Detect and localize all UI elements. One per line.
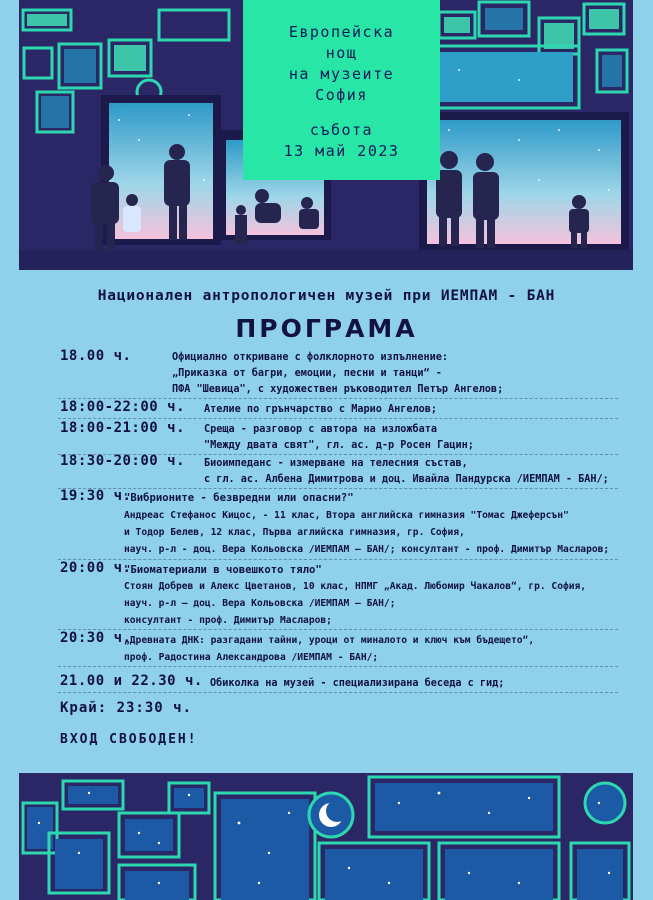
title-line-3: на музеите bbox=[288, 65, 395, 83]
night-sky-frames-illustration bbox=[19, 773, 633, 900]
museum-name: Национален антропологичен музей при ИЕМПАМ - БАН bbox=[97, 288, 556, 304]
event-desc-line: Среща - разговор с автора на изложбата bbox=[204, 424, 438, 435]
event-time: 19:30 ч. bbox=[60, 488, 132, 504]
end-time: Край: 23:30 ч. bbox=[60, 700, 193, 716]
event-time: 18:30-20:00 ч. bbox=[60, 453, 186, 469]
event-desc-line: и Тодор Белев, 12 клас, Първа аглийска гимназия, гр. София, bbox=[124, 527, 465, 538]
event-desc-line: "Биоматериали в човешкото тяло" bbox=[124, 564, 322, 576]
event-desc-line: „Приказка от багри, емоции, песни и танци“ - bbox=[172, 368, 442, 379]
event-desc-line: Официално откриване с фолклорното изпълнение: bbox=[172, 352, 449, 363]
title-day: събота bbox=[309, 121, 374, 139]
title-line-1: Европейска bbox=[288, 23, 395, 41]
free-entry-notice: ВХОД СВОБОДЕН! bbox=[60, 732, 198, 747]
event-time: 21.00 и 22.30 ч. bbox=[60, 673, 203, 689]
event-title-box bbox=[243, 0, 440, 180]
title-line-2: нощ bbox=[325, 44, 358, 62]
divider bbox=[58, 418, 618, 419]
event-desc-line: науч. р-л – доц. Вера Кольовска /ИЕМПАМ – БАН/; bbox=[124, 598, 396, 609]
event-time: 18.00 ч. bbox=[60, 348, 132, 364]
event-desc-line: Ателие по грънчарство с Марио Ангелов; bbox=[204, 404, 438, 415]
event-desc-line: "Вибрионите - безвредни или опасни?" bbox=[124, 492, 354, 504]
event-desc-line: „Древната ДНК: разгадани тайни, уроци от миналото и ключ към бъдещето“, bbox=[124, 635, 535, 646]
event-time: 18:00-22:00 ч. bbox=[60, 399, 186, 415]
header-illustration bbox=[19, 0, 633, 270]
divider bbox=[58, 629, 618, 630]
event-desc-line: Андреас Стефанос Кицос, - 11 клас, Втора английска гимназия "Томас Джеферсън" bbox=[124, 510, 569, 521]
divider bbox=[58, 692, 618, 693]
event-time: 20:00 ч. bbox=[60, 560, 132, 576]
event-time: 18:00-21:00 ч. bbox=[60, 420, 186, 436]
program-heading: ПРОГРАМА bbox=[235, 314, 418, 343]
divider bbox=[58, 666, 618, 667]
event-desc-line: науч. р-л - доц. Вера Кольовска /ИЕМПАМ – БАН/; консултант - проф. Димитър Масларов; bbox=[124, 544, 610, 555]
event-desc-line: проф. Радостина Александрова /ИЕМПАМ - БАН/; bbox=[124, 652, 379, 663]
event-desc-line: с гл. ас. Албена Димитрова и доц. Ивайла Пандурска /ИЕМПАМ - БАН/; bbox=[204, 474, 609, 485]
title-line-4: София bbox=[315, 86, 368, 104]
event-desc-line: консултант - проф. Димитър Масларов; bbox=[124, 615, 332, 626]
title-date: 13 май 2023 bbox=[283, 142, 400, 160]
footer-illustration bbox=[19, 773, 633, 900]
event-time: 20:30 ч. bbox=[60, 630, 132, 646]
event-desc-line: Биоимпеданс - измерване на телесния състав, bbox=[204, 458, 468, 469]
event-desc-line: "Между двата свят", гл. ас. д-р Росен Гацин; bbox=[204, 440, 474, 451]
event-desc-line: Обиколка на музей - специализирана беседа с гид; bbox=[210, 678, 505, 689]
event-desc-line: Стоян Добрев и Алекс Цветанов, 10 клас, НПМГ „Акад. Любомир Чакалов“, гр. София, bbox=[124, 581, 587, 592]
divider bbox=[58, 559, 618, 560]
event-desc-line: ПФА "Шевица", с художествен ръководител Петър Ангелов; bbox=[172, 384, 504, 395]
